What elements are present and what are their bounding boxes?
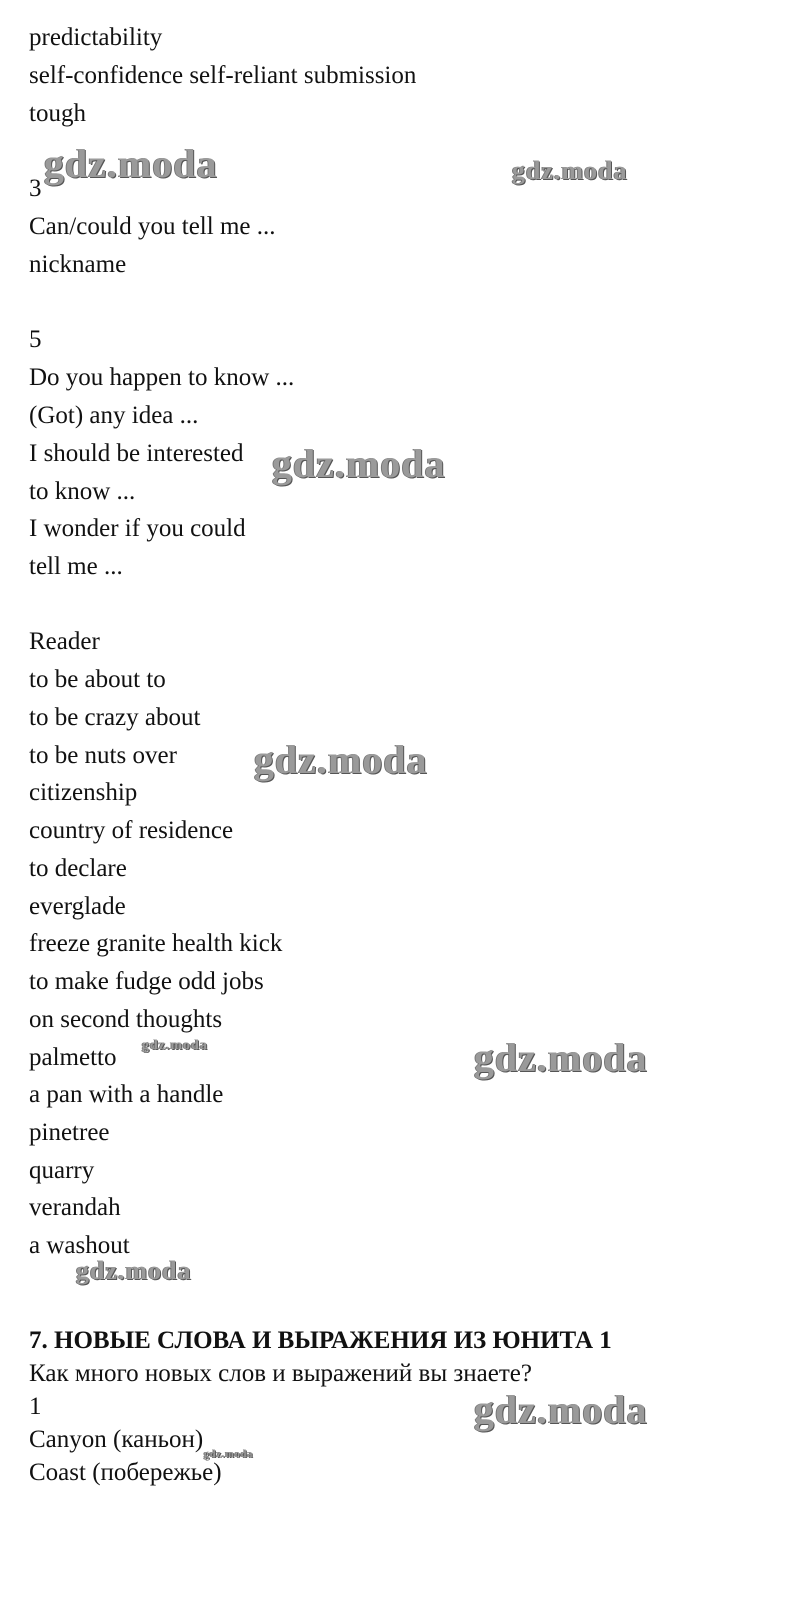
word-line: everglade: [29, 893, 126, 920]
word-line: I wonder if you could: [29, 515, 246, 542]
word-line: tell me ...: [29, 553, 123, 580]
watermark: gdz.moda: [204, 1449, 254, 1460]
word-line: a pan with a handle: [29, 1081, 224, 1108]
word-line: Can/could you tell me ...: [29, 213, 276, 240]
word-line: pinetree: [29, 1119, 110, 1146]
section-heading: 7. НОВЫЕ СЛОВА И ВЫРАЖЕНИЯ ИЗ ЮНИТА 1: [29, 1327, 612, 1354]
watermark: gdz.moda: [44, 141, 218, 186]
section-label: Reader: [29, 628, 100, 655]
word-line: (Got) any idea ...: [29, 402, 199, 429]
word-line: Do you happen to know ...: [29, 364, 295, 391]
word-line: to know ...: [29, 478, 136, 505]
watermark: gdz.moda: [474, 1387, 648, 1432]
watermark: gdz.moda: [512, 156, 628, 185]
word-line: to be nuts over: [29, 742, 177, 769]
word-line: nickname: [29, 251, 127, 278]
word-line: tough: [29, 100, 86, 127]
word-line: to be crazy about: [29, 704, 201, 731]
exercise-number: 3: [29, 175, 42, 202]
word-line: on second thoughts: [29, 1006, 223, 1033]
word-line: a washout: [29, 1232, 130, 1259]
word-line: palmetto: [29, 1044, 117, 1071]
word-line: verandah: [29, 1194, 121, 1221]
word-line: freeze granite health kick: [29, 930, 283, 957]
word-line: citizenship: [29, 779, 138, 806]
watermark: gdz.moda: [254, 737, 428, 782]
exercise-number: 5: [29, 326, 42, 353]
watermark: gdz.moda: [272, 441, 446, 486]
section-question: Как много новых слов и выражений вы знаете?: [29, 1360, 532, 1387]
word-line: to declare: [29, 855, 127, 882]
watermark: gdz.moda: [142, 1038, 208, 1053]
word-line: to make fudge odd jobs: [29, 968, 264, 995]
vocab-item: Coast (побережье): [29, 1459, 222, 1486]
word-line: self-confidence self-reliant submission: [29, 62, 417, 89]
watermark: gdz.moda: [76, 1256, 192, 1285]
watermark: gdz.moda: [474, 1035, 648, 1080]
word-line: I should be interested: [29, 440, 244, 467]
word-line: country of residence: [29, 817, 234, 844]
vocab-item: Canyon (каньон): [29, 1426, 204, 1453]
word-line: predictability: [29, 24, 163, 51]
word-line: to be about to: [29, 666, 166, 693]
exercise-number: 1: [29, 1393, 42, 1420]
word-line: quarry: [29, 1157, 95, 1184]
